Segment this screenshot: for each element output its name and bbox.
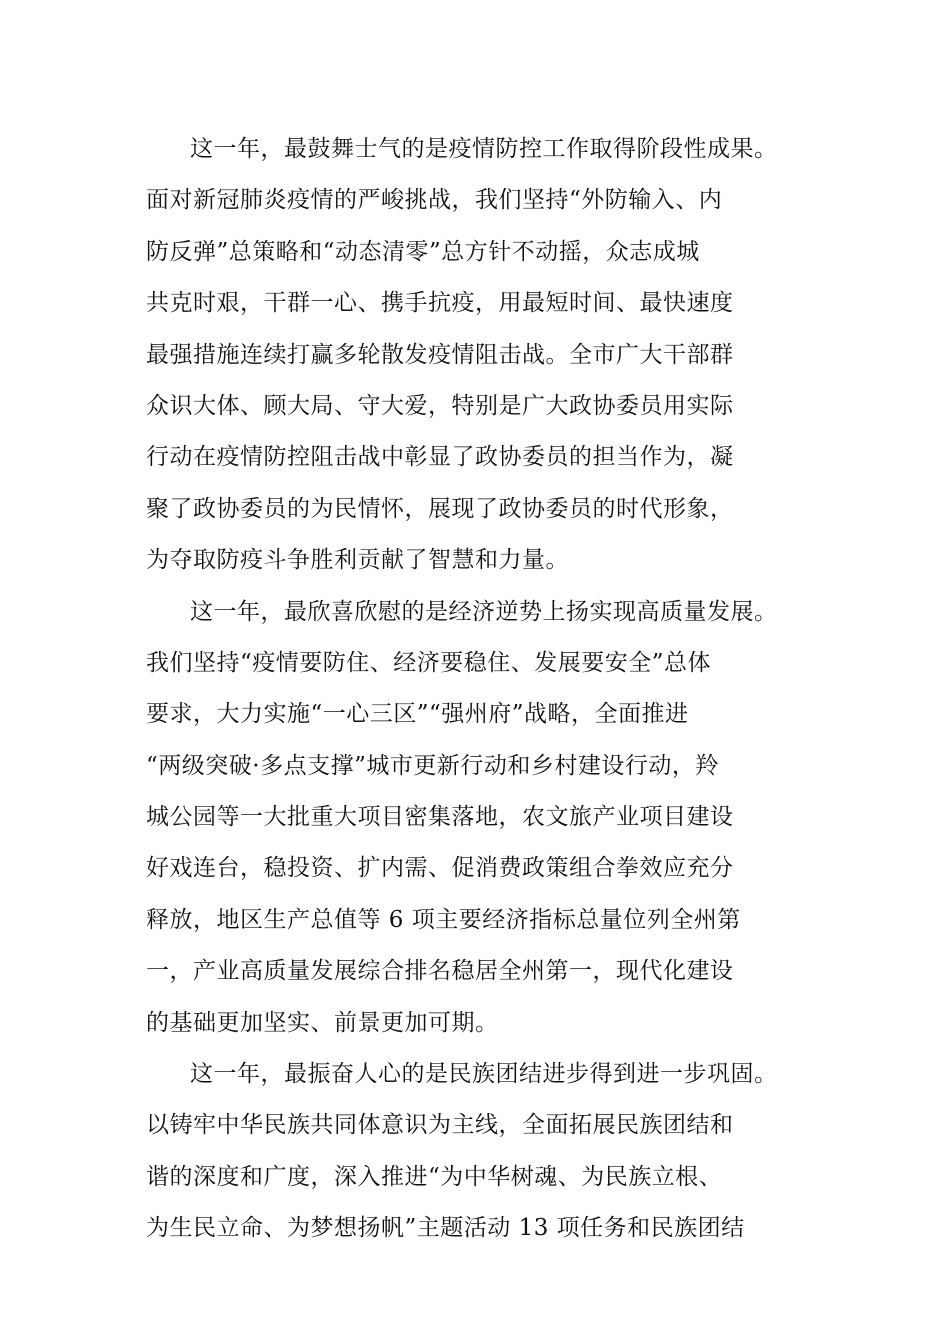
document-body <box>146 124 826 1255</box>
paragraph-line: 行动在疫情防控阻击战中彰显了政协委员的担当作为，凝 <box>146 444 734 471</box>
paragraph-line: 为生民立命、为梦想扬帆”主题活动 13 项任务和民族团结 <box>146 1215 745 1242</box>
paragraph-1 <box>146 124 826 587</box>
paragraph-line: 这一年，最振奋人心的是民族团结进步得到进一步巩固。 <box>190 1061 778 1088</box>
paragraph-line: 最强措施连续打赢多轮散发疫情阻击战。全市广大干部群 <box>146 341 734 368</box>
paragraph-line: 防反弹”总策略和“动态清零”总方针不动摇，众志成城 <box>146 238 700 265</box>
paragraph-line: 这一年，最鼓舞士气的是疫情防控工作取得阶段性成果。 <box>190 136 778 162</box>
paragraph-line: 的基础更加坚实、前景更加可期。 <box>146 1009 499 1036</box>
paragraph-line: 好戏连台，稳投资、扩内需、促消费政策组合拳效应充分 <box>146 855 734 882</box>
paragraph-line: 聚了政协委员的为民情怀，展现了政协委员的时代形象， <box>146 495 734 522</box>
paragraph-line: 我们坚持“疫情要防住、经济要稳住、发展要安全”总体 <box>146 649 712 676</box>
paragraph-line: 众识大体、顾大局、守大爱，特别是广大政协委员用实际 <box>146 392 734 419</box>
paragraph-line: 一，产业高质量发展综合排名稳居全州第一，现代化建设 <box>146 958 734 985</box>
paragraph-line: 共克时艰，干群一心、携手抗疫，用最短时间、最快速度 <box>146 290 734 317</box>
paragraph-line: 面对新冠肺炎疫情的严峻挑战，我们坚持“外防输入、内 <box>146 187 723 214</box>
paragraph-line: 为夺取防疫斗争胜利贡献了智慧和力量。 <box>146 547 569 574</box>
paragraph-line: “两级突破·多点支撑”城市更新行动和乡村建设行动，羚 <box>146 752 719 779</box>
paragraph-line: 释放，地区生产总值等 6 项主要经济指标总量位列全州第 <box>146 906 741 933</box>
paragraph-line: 这一年，最欣喜欣慰的是经济逆势上扬实现高质量发展。 <box>190 598 778 625</box>
paragraph-line: 以铸牢中华民族共同体意识为主线，全面拓展民族团结和 <box>146 1112 734 1139</box>
paragraph-2 <box>146 587 826 1050</box>
paragraph-line: 城公园等一大批重大项目密集落地，农文旅产业项目建设 <box>146 804 734 831</box>
paragraph-line: 要求，大力实施“一心三区”“强州府”战略，全面推进 <box>146 701 689 728</box>
paragraph-line: 谐的深度和广度，深入推进“为中华树魂、为民族立根、 <box>146 1163 723 1190</box>
paragraph-3 <box>146 1049 826 1255</box>
